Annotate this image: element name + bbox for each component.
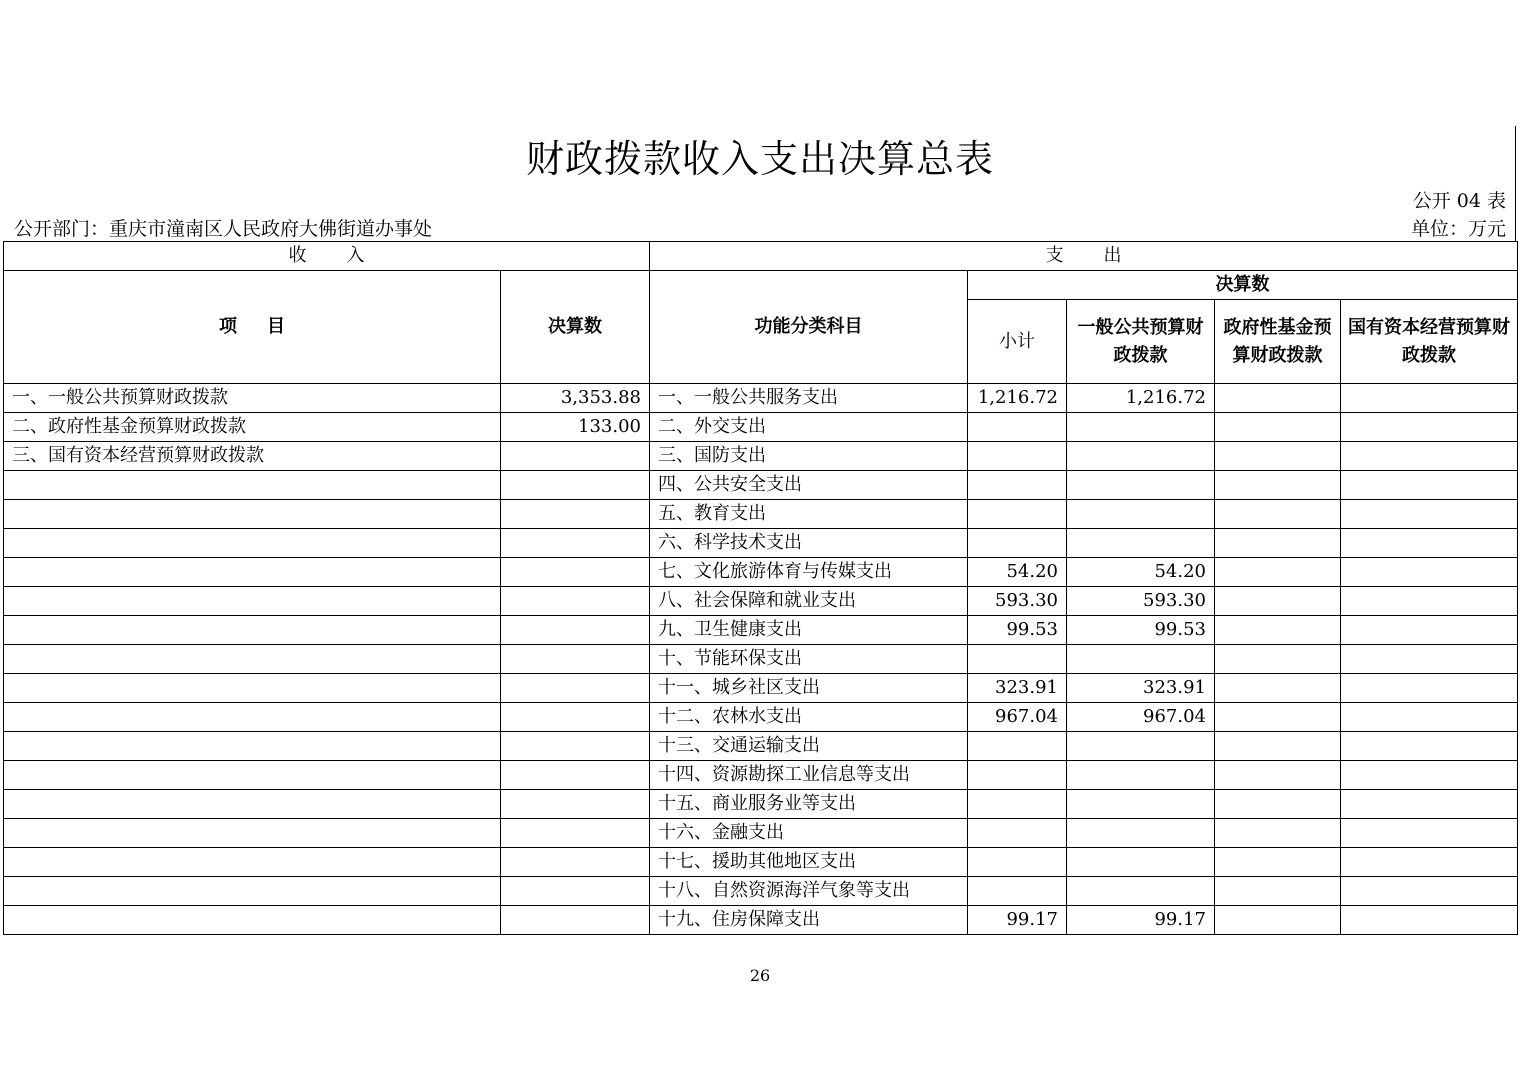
- gov-fund-cell: [1215, 587, 1341, 616]
- income-amount-cell: [501, 500, 650, 529]
- table-code: 公开 04 表: [1412, 190, 1506, 212]
- general-budget-cell: 593.30: [1067, 587, 1215, 616]
- subtotal-cell: [968, 529, 1067, 558]
- subtotal-cell: 323.91: [968, 674, 1067, 703]
- income-amount-cell: [501, 616, 650, 645]
- income-item-cell: 一、一般公共预算财政拨款: [4, 384, 501, 413]
- general-budget-header: 一般公共预算财政拨款: [1067, 300, 1215, 384]
- expense-item-cell: 十八、自然资源海洋气象等支出: [650, 877, 968, 906]
- expense-item-cell: 六、科学技术支出: [650, 529, 968, 558]
- item-header: 项目: [4, 271, 501, 384]
- unit-label: 单位：万元: [1410, 218, 1506, 240]
- gov-fund-cell: [1215, 732, 1341, 761]
- income-item-cell: [4, 645, 501, 674]
- income-item-cell: [4, 616, 501, 645]
- income-amount-cell: [501, 471, 650, 500]
- expense-item-cell: 九、卫生健康支出: [650, 616, 968, 645]
- general-budget-cell: [1067, 848, 1215, 877]
- state-capital-cell: [1341, 819, 1518, 848]
- table-row: [4, 877, 1518, 906]
- expense-header: 支出: [650, 242, 1518, 271]
- table-row: [4, 442, 1518, 471]
- expense-item-cell: 十二、农林水支出: [650, 703, 968, 732]
- general-budget-cell: [1067, 819, 1215, 848]
- general-budget-cell: [1067, 529, 1215, 558]
- general-budget-cell: [1067, 790, 1215, 819]
- gov-fund-cell: [1215, 674, 1341, 703]
- expense-item-cell: 八、社会保障和就业支出: [650, 587, 968, 616]
- income-item-cell: [4, 848, 501, 877]
- expense-item-cell: 十四、资源勘探工业信息等支出: [650, 761, 968, 790]
- gov-fund-cell: [1215, 645, 1341, 674]
- income-item-cell: [4, 819, 501, 848]
- income-amount-cell: [501, 703, 650, 732]
- expense-item-cell: 三、国防支出: [650, 442, 968, 471]
- general-budget-cell: [1067, 645, 1215, 674]
- expense-item-cell: 四、公共安全支出: [650, 471, 968, 500]
- page-number: 26: [749, 966, 771, 985]
- income-item-cell: [4, 558, 501, 587]
- state-capital-cell: [1341, 384, 1518, 413]
- gov-fund-cell: [1215, 500, 1341, 529]
- state-capital-cell: [1341, 442, 1518, 471]
- general-budget-cell: 967.04: [1067, 703, 1215, 732]
- table-row: [4, 558, 1518, 587]
- general-budget-cell: [1067, 761, 1215, 790]
- income-item-cell: [4, 761, 501, 790]
- income-item-cell: [4, 587, 501, 616]
- state-capital-cell: [1341, 500, 1518, 529]
- subtotal-cell: 54.20: [968, 558, 1067, 587]
- subtotal-cell: [968, 732, 1067, 761]
- income-amount-cell: 133.00: [501, 413, 650, 442]
- table-row: [4, 848, 1518, 877]
- general-budget-cell: [1067, 413, 1215, 442]
- page-title: 财政拨款收入支出决算总表: [525, 137, 994, 181]
- gov-fund-cell: [1215, 877, 1341, 906]
- subtotal-header: 小计: [968, 300, 1067, 384]
- gov-fund-cell: [1215, 761, 1341, 790]
- table-row: [4, 500, 1518, 529]
- general-budget-cell: [1067, 500, 1215, 529]
- table-row: [4, 616, 1518, 645]
- income-header: 收入: [4, 242, 650, 271]
- department-label: 公开部门：重庆市潼南区人民政府大佛街道办事处: [14, 218, 433, 240]
- subtotal-cell: 99.17: [968, 906, 1067, 935]
- table-row: [4, 674, 1518, 703]
- subtotal-cell: [968, 500, 1067, 529]
- table-row: [4, 529, 1518, 558]
- table-row: [4, 906, 1518, 935]
- table-row: [4, 471, 1518, 500]
- income-amount-cell: [501, 906, 650, 935]
- table-body: [4, 384, 1518, 935]
- table-row: [4, 819, 1518, 848]
- subtotal-cell: [968, 413, 1067, 442]
- subtotal-cell: [968, 877, 1067, 906]
- expense-item-cell: 十一、城乡社区支出: [650, 674, 968, 703]
- income-item-cell: 三、国有资本经营预算财政拨款: [4, 442, 501, 471]
- income-amount-cell: [501, 819, 650, 848]
- income-item-cell: [4, 500, 501, 529]
- state-capital-cell: [1341, 674, 1518, 703]
- expense-item-cell: 十六、金融支出: [650, 819, 968, 848]
- state-capital-cell: [1341, 761, 1518, 790]
- table-row: [4, 761, 1518, 790]
- expense-item-cell: 二、外交支出: [650, 413, 968, 442]
- table-row: [4, 703, 1518, 732]
- amount-header: 决算数: [501, 271, 650, 384]
- gov-fund-header: 政府性基金预算财政拨款: [1215, 300, 1341, 384]
- subtotal-cell: [968, 442, 1067, 471]
- income-item-cell: [4, 703, 501, 732]
- state-capital-cell: [1341, 616, 1518, 645]
- gov-fund-cell: [1215, 442, 1341, 471]
- income-amount-cell: [501, 790, 650, 819]
- gov-fund-cell: [1215, 819, 1341, 848]
- income-item-cell: [4, 529, 501, 558]
- gov-fund-cell: [1215, 471, 1341, 500]
- general-budget-cell: [1067, 877, 1215, 906]
- income-item-cell: [4, 471, 501, 500]
- subtotal-cell: 593.30: [968, 587, 1067, 616]
- income-amount-cell: [501, 529, 650, 558]
- state-capital-cell: [1341, 732, 1518, 761]
- state-capital-cell: [1341, 906, 1518, 935]
- table-row: [4, 790, 1518, 819]
- state-capital-cell: [1341, 645, 1518, 674]
- subtotal-cell: [968, 761, 1067, 790]
- state-capital-cell: [1341, 529, 1518, 558]
- income-amount-cell: [501, 645, 650, 674]
- general-budget-cell: 99.17: [1067, 906, 1215, 935]
- finance-table: [3, 241, 1518, 935]
- state-capital-cell: [1341, 790, 1518, 819]
- general-budget-cell: [1067, 732, 1215, 761]
- expense-item-cell: 五、教育支出: [650, 500, 968, 529]
- expense-item-cell: 十七、援助其他地区支出: [650, 848, 968, 877]
- gov-fund-cell: [1215, 529, 1341, 558]
- general-budget-cell: 54.20: [1067, 558, 1215, 587]
- gov-fund-cell: [1215, 616, 1341, 645]
- general-budget-cell: [1067, 442, 1215, 471]
- income-item-cell: [4, 674, 501, 703]
- expense-item-cell: 一、一般公共服务支出: [650, 384, 968, 413]
- subtotal-cell: [968, 645, 1067, 674]
- state-capital-cell: [1341, 471, 1518, 500]
- final-amount-header: 决算数: [968, 271, 1518, 300]
- income-amount-cell: [501, 732, 650, 761]
- income-amount-cell: [501, 674, 650, 703]
- state-capital-cell: [1341, 848, 1518, 877]
- income-item-cell: [4, 732, 501, 761]
- state-capital-cell: [1341, 877, 1518, 906]
- gov-fund-cell: [1215, 703, 1341, 732]
- gov-fund-cell: [1215, 848, 1341, 877]
- gov-fund-cell: [1215, 413, 1341, 442]
- gov-fund-cell: [1215, 384, 1341, 413]
- income-item-cell: [4, 906, 501, 935]
- general-budget-cell: 99.53: [1067, 616, 1215, 645]
- table-row: [4, 732, 1518, 761]
- subtotal-cell: 1,216.72: [968, 384, 1067, 413]
- income-amount-cell: [501, 848, 650, 877]
- gov-fund-cell: [1215, 790, 1341, 819]
- function-subject-header: 功能分类科目: [650, 271, 968, 384]
- expense-item-cell: 十五、商业服务业等支出: [650, 790, 968, 819]
- income-amount-cell: 3,353.88: [501, 384, 650, 413]
- border-line: [1515, 126, 1516, 242]
- subtotal-cell: [968, 819, 1067, 848]
- subtotal-cell: [968, 848, 1067, 877]
- income-amount-cell: [501, 587, 650, 616]
- general-budget-cell: [1067, 471, 1215, 500]
- table-row: [4, 413, 1518, 442]
- state-capital-cell: [1341, 413, 1518, 442]
- table-row: [4, 384, 1518, 413]
- income-amount-cell: [501, 761, 650, 790]
- income-amount-cell: [501, 558, 650, 587]
- general-budget-cell: 323.91: [1067, 674, 1215, 703]
- income-item-cell: [4, 877, 501, 906]
- income-amount-cell: [501, 442, 650, 471]
- expense-item-cell: 十九、住房保障支出: [650, 906, 968, 935]
- table-row: [4, 587, 1518, 616]
- state-capital-cell: [1341, 558, 1518, 587]
- subtotal-cell: 967.04: [968, 703, 1067, 732]
- expense-item-cell: 十、节能环保支出: [650, 645, 968, 674]
- state-capital-cell: [1341, 587, 1518, 616]
- gov-fund-cell: [1215, 906, 1341, 935]
- state-capital-header: 国有资本经营预算财政拨款: [1341, 300, 1518, 384]
- expense-item-cell: 七、文化旅游体育与传媒支出: [650, 558, 968, 587]
- subtotal-cell: [968, 790, 1067, 819]
- general-budget-cell: 1,216.72: [1067, 384, 1215, 413]
- income-amount-cell: [501, 877, 650, 906]
- table-row: [4, 645, 1518, 674]
- subtotal-cell: [968, 471, 1067, 500]
- subtotal-cell: 99.53: [968, 616, 1067, 645]
- income-item-cell: 二、政府性基金预算财政拨款: [4, 413, 501, 442]
- income-item-cell: [4, 790, 501, 819]
- expense-item-cell: 十三、交通运输支出: [650, 732, 968, 761]
- state-capital-cell: [1341, 703, 1518, 732]
- gov-fund-cell: [1215, 558, 1341, 587]
